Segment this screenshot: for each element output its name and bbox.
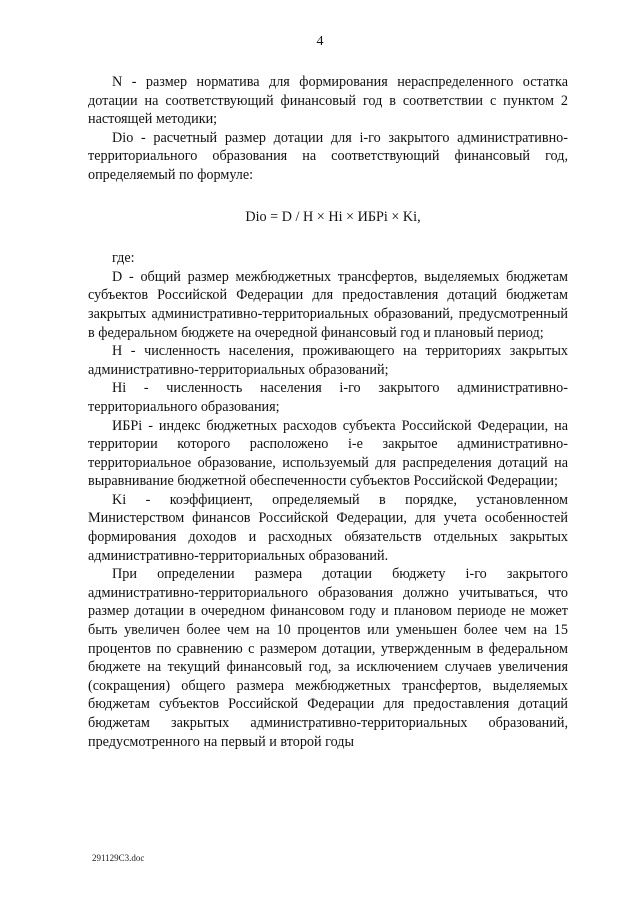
page-number: 4 <box>316 34 324 49</box>
paragraph-subsidy-rule: При определении размера дотации бюджету i-го закрытого административно-территориального образования должно учитываться, что размер дотации в очередном финансовом году и плановом периоде не может быть увеличен более чем на 10 процентов или уменьшен более чем на 15 процентов по сравнению с размером дотации, утвержденным в федеральном бюджете на текущий финансовый год, за исключением случаев увеличения (сокращения) общего размера межбюджетных трансфертов, выделяемых бюджетам субъектов Российской Федерации для предоставления дотаций бюджетам закрытых административно-территориальных образований, предусмотренного на первый и второй годы <box>88 566 568 750</box>
definition-d: D - общий размер межбюджетных трансфертов, выделяемых бюджетам субъектов Российской Федерации для предоставления дотаций бюджетам закрытых административно-территориальных образований, предусмотренный в федеральном бюджете на очередной финансовый год и плановый период; <box>88 268 568 341</box>
definition-hi: Hi - численность населения i-го закрытого административно-территориального образования; <box>88 380 568 415</box>
where-label: где: <box>112 250 135 267</box>
paragraph-dio-definition: Dio - расчетный размер дотации для i-го закрытого административно-территориального образования на соответствующий финансовый год, определяемый по формуле: <box>88 129 568 183</box>
footer-file-code: 291129C3.doc <box>92 853 145 863</box>
definition-h: H - численность населения, проживающего на территориях закрытых административно-территориальных образований; <box>88 343 568 378</box>
paragraph-n-definition: N - размер норматива для формирования нераспределенного остатка дотации на соответствующий финансовый год в соответствии с пунктом 2 настоящей методики; <box>88 74 568 128</box>
definition-ibri: ИБРi - индекс бюджетных расходов субъекта Российской Федерации, на территории которого расположено i-е закрытое административно-территориальное образование, используемый для распределения дотаций на выравнивание бюджетной обеспеченности субъектов Российской Федерации; <box>88 417 568 490</box>
document-body <box>88 73 568 751</box>
definition-ki: Ki - коэффициент, определяемый в порядке, установленном Министерством финансов Российской Федерации, для учета особенностей формирования доходов и расходных обязательств отдельных закрытых административно-территориальных образований. <box>88 491 568 564</box>
formula: Dio = D / H × Hi × ИБРi × Ki, <box>245 208 421 225</box>
